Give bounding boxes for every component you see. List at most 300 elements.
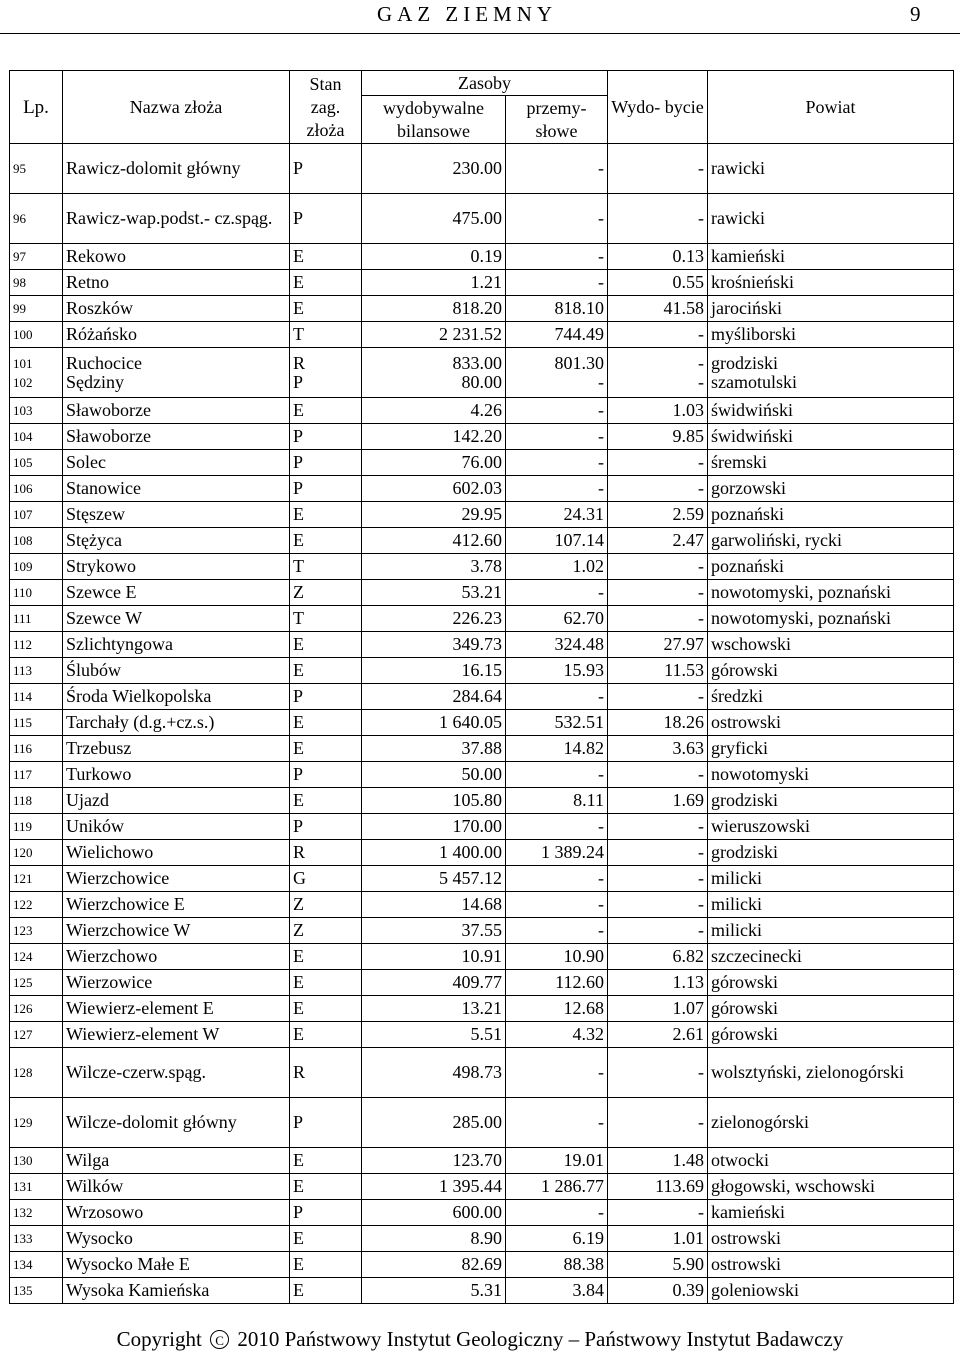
row-przemyslowe: 1.02 xyxy=(506,554,608,580)
row-lp: 123 xyxy=(10,918,63,944)
row-name: Ujazd xyxy=(63,788,290,814)
row-wydobycie: 11.53 xyxy=(608,658,708,684)
row-wydobywalne: 3.78 xyxy=(362,554,506,580)
row-name: Wierzchowice xyxy=(63,866,290,892)
row-powiat: grodziski xyxy=(708,788,954,814)
row-powiat: kamieński xyxy=(708,1200,954,1226)
row-wydobycie: - xyxy=(608,194,708,244)
row-stan: T xyxy=(290,322,362,348)
row-powiat: gryficki xyxy=(708,736,954,762)
row-lp: 135 xyxy=(10,1278,63,1304)
row-name: Retno xyxy=(63,270,290,296)
table-row xyxy=(10,476,954,502)
row-przemyslowe: - xyxy=(506,144,608,194)
row-powiat: myśliborski xyxy=(708,322,954,348)
row-wydobywalne: 4.26 xyxy=(362,398,506,424)
row-stan: Z xyxy=(290,580,362,606)
table-row xyxy=(10,944,954,970)
table-row xyxy=(10,970,954,996)
row-lp: 119 xyxy=(10,814,63,840)
table-row xyxy=(10,710,954,736)
row-powiat: jarociński xyxy=(708,296,954,322)
row-przemyslowe: 744.49 xyxy=(506,322,608,348)
row-powiat: rawicki xyxy=(708,194,954,244)
row-powiat: grodziski szamotulski xyxy=(708,348,954,398)
row-wydobywalne: 8.90 xyxy=(362,1226,506,1252)
row-name: Wilków xyxy=(63,1174,290,1200)
row-przemyslowe: - xyxy=(506,892,608,918)
row-stan: E xyxy=(290,736,362,762)
row-name: Szewce E xyxy=(63,580,290,606)
row-wydobycie: - xyxy=(608,476,708,502)
table-row xyxy=(10,814,954,840)
row-name: Szlichtyngowa xyxy=(63,632,290,658)
row-wydobycie: - xyxy=(608,554,708,580)
page-header xyxy=(0,0,960,34)
table-row xyxy=(10,684,954,710)
table-row xyxy=(10,736,954,762)
row-powiat: poznański xyxy=(708,554,954,580)
table-row xyxy=(10,1174,954,1200)
table-row xyxy=(10,762,954,788)
row-przemyslowe: 112.60 xyxy=(506,970,608,996)
row-wydobycie: 0.55 xyxy=(608,270,708,296)
row-name: Wierzchowice E xyxy=(63,892,290,918)
row-wydobywalne: 600.00 xyxy=(362,1200,506,1226)
row-name: Ślubów xyxy=(63,658,290,684)
row-przemyslowe: 15.93 xyxy=(506,658,608,684)
row-przemyslowe: 107.14 xyxy=(506,528,608,554)
table-row xyxy=(10,866,954,892)
row-wydobycie: - xyxy=(608,892,708,918)
row-lp: 100 xyxy=(10,322,63,348)
row-przemyslowe: - xyxy=(506,1048,608,1098)
row-wydobywalne: 105.80 xyxy=(362,788,506,814)
row-lp: 122 xyxy=(10,892,63,918)
row-powiat: górowski xyxy=(708,1022,954,1048)
row-powiat: nowotomyski, poznański xyxy=(708,606,954,632)
row-powiat: ostrowski xyxy=(708,1252,954,1278)
row-name: Wysocko xyxy=(63,1226,290,1252)
row-wydobycie: 2.59 xyxy=(608,502,708,528)
row-lp: 110 xyxy=(10,580,63,606)
row-wydobycie: 2.61 xyxy=(608,1022,708,1048)
row-wydobywalne: 226.23 xyxy=(362,606,506,632)
row-wydobywalne: 37.55 xyxy=(362,918,506,944)
row-powiat: nowotomyski xyxy=(708,762,954,788)
table-row xyxy=(10,194,954,244)
row-wydobywalne: 5 457.12 xyxy=(362,866,506,892)
row-stan: P xyxy=(290,1098,362,1148)
row-wydobycie: - xyxy=(608,144,708,194)
row-wydobywalne: 5.51 xyxy=(362,1022,506,1048)
row-stan: P xyxy=(290,144,362,194)
table-row xyxy=(10,1098,954,1148)
table-row xyxy=(10,450,954,476)
row-powiat: krośnieński xyxy=(708,270,954,296)
row-lp: 103 xyxy=(10,398,63,424)
row-wydobycie: 1.69 xyxy=(608,788,708,814)
col-header-zasoby: Zasoby xyxy=(362,71,608,96)
row-wydobywalne: 1 395.44 xyxy=(362,1174,506,1200)
row-wydobycie: 1.03 xyxy=(608,398,708,424)
row-stan: E xyxy=(290,632,362,658)
row-lp: 107 xyxy=(10,502,63,528)
row-name: Strykowo xyxy=(63,554,290,580)
table-row xyxy=(10,348,954,398)
col-header-powiat: Powiat xyxy=(708,71,954,144)
row-wydobycie: - xyxy=(608,450,708,476)
copyright-text: 2010 Państwowy Instytut Geologiczny – Państwowy Instytut Badawczy xyxy=(237,1327,844,1351)
table-row xyxy=(10,1252,954,1278)
col-header-lp: Lp. xyxy=(10,71,63,144)
table-row xyxy=(10,918,954,944)
table-row xyxy=(10,244,954,270)
row-wydobywalne: 284.64 xyxy=(362,684,506,710)
row-powiat: ostrowski xyxy=(708,1226,954,1252)
row-powiat: milicki xyxy=(708,866,954,892)
row-stan: E xyxy=(290,1174,362,1200)
table-row xyxy=(10,554,954,580)
copyright-label: Copyright xyxy=(116,1327,202,1351)
row-przemyslowe: 14.82 xyxy=(506,736,608,762)
row-wydobywalne: 170.00 xyxy=(362,814,506,840)
row-przemyslowe: 1 389.24 xyxy=(506,840,608,866)
row-przemyslowe: - xyxy=(506,244,608,270)
table-row xyxy=(10,398,954,424)
row-name: Uników xyxy=(63,814,290,840)
row-stan: E xyxy=(290,1278,362,1304)
row-przemyslowe: 818.10 xyxy=(506,296,608,322)
row-lp: 125 xyxy=(10,970,63,996)
row-powiat: ostrowski xyxy=(708,710,954,736)
row-name: Rawicz-dolomit główny xyxy=(63,144,290,194)
row-wydobywalne: 230.00 xyxy=(362,144,506,194)
row-name: Trzebusz xyxy=(63,736,290,762)
row-przemyslowe: - xyxy=(506,398,608,424)
row-stan: R P xyxy=(290,348,362,398)
col-header-przemyslowe: przemy- słowe xyxy=(506,96,608,144)
table-row xyxy=(10,892,954,918)
row-powiat: zielonogórski xyxy=(708,1098,954,1148)
row-wydobycie: 0.39 xyxy=(608,1278,708,1304)
row-wydobycie: 1.13 xyxy=(608,970,708,996)
row-wydobywalne: 349.73 xyxy=(362,632,506,658)
row-stan: E xyxy=(290,502,362,528)
row-przemyslowe: - xyxy=(506,476,608,502)
row-wydobywalne: 1 400.00 xyxy=(362,840,506,866)
row-name: Turkowo xyxy=(63,762,290,788)
row-wydobywalne: 833.00 80.00 xyxy=(362,348,506,398)
row-name: Wysocko Małe E xyxy=(63,1252,290,1278)
row-przemyslowe: - xyxy=(506,684,608,710)
row-name: Różańsko xyxy=(63,322,290,348)
row-lp: 132 xyxy=(10,1200,63,1226)
table-row xyxy=(10,1148,954,1174)
row-powiat: kamieński xyxy=(708,244,954,270)
row-name: Wilcze-czerw.spąg. xyxy=(63,1048,290,1098)
row-powiat: milicki xyxy=(708,918,954,944)
row-stan: E xyxy=(290,658,362,684)
table-row xyxy=(10,1278,954,1304)
row-name: Stężyca xyxy=(63,528,290,554)
row-wydobywalne: 142.20 xyxy=(362,424,506,450)
row-lp: 134 xyxy=(10,1252,63,1278)
row-powiat: wieruszowski xyxy=(708,814,954,840)
row-stan: E xyxy=(290,1148,362,1174)
row-przemyslowe: 324.48 xyxy=(506,632,608,658)
row-stan: E xyxy=(290,1022,362,1048)
row-powiat: grodziski xyxy=(708,840,954,866)
row-wydobywalne: 498.73 xyxy=(362,1048,506,1098)
row-stan: Z xyxy=(290,918,362,944)
row-powiat: wschowski xyxy=(708,632,954,658)
table-row xyxy=(10,580,954,606)
row-lp: 99 xyxy=(10,296,63,322)
row-lp: 109 xyxy=(10,554,63,580)
row-wydobywalne: 29.95 xyxy=(362,502,506,528)
row-wydobywalne: 475.00 xyxy=(362,194,506,244)
row-przemyslowe: 10.90 xyxy=(506,944,608,970)
row-wydobycie: 113.69 xyxy=(608,1174,708,1200)
row-wydobywalne: 2 231.52 xyxy=(362,322,506,348)
row-powiat: nowotomyski, poznański xyxy=(708,580,954,606)
row-name: Wierzchowo xyxy=(63,944,290,970)
row-name: Rawicz-wap.podst.- cz.spąg. xyxy=(63,194,290,244)
row-lp: 111 xyxy=(10,606,63,632)
row-lp: 127 xyxy=(10,1022,63,1048)
row-przemyslowe: 19.01 xyxy=(506,1148,608,1174)
row-stan: E xyxy=(290,710,362,736)
row-name: Tarchały (d.g.+cz.s.) xyxy=(63,710,290,736)
copyright-footer xyxy=(0,1327,960,1352)
row-powiat: goleniowski xyxy=(708,1278,954,1304)
row-przemyslowe: - xyxy=(506,814,608,840)
row-powiat: górowski xyxy=(708,658,954,684)
row-przemyslowe: - xyxy=(506,450,608,476)
row-lp: 96 xyxy=(10,194,63,244)
row-powiat: milicki xyxy=(708,892,954,918)
row-wydobycie: - xyxy=(608,866,708,892)
row-wydobywalne: 5.31 xyxy=(362,1278,506,1304)
row-powiat: poznański xyxy=(708,502,954,528)
table-row xyxy=(10,144,954,194)
row-name: Wiewierz-element E xyxy=(63,996,290,1022)
row-lp: 98 xyxy=(10,270,63,296)
row-wydobywalne: 285.00 xyxy=(362,1098,506,1148)
row-stan: T xyxy=(290,554,362,580)
row-stan: R xyxy=(290,840,362,866)
row-wydobycie: 2.47 xyxy=(608,528,708,554)
table-row xyxy=(10,632,954,658)
row-name: Ruchocice Sędziny xyxy=(63,348,290,398)
col-header-name: Nazwa złoża xyxy=(63,71,290,144)
col-header-wydobywalne: wydobywalne bilansowe xyxy=(362,96,506,144)
row-przemyslowe: 532.51 xyxy=(506,710,608,736)
row-wydobycie: - xyxy=(608,1098,708,1148)
row-wydobywalne: 412.60 xyxy=(362,528,506,554)
row-przemyslowe: 12.68 xyxy=(506,996,608,1022)
row-lp: 131 xyxy=(10,1174,63,1200)
row-powiat: rawicki xyxy=(708,144,954,194)
row-wydobywalne: 16.15 xyxy=(362,658,506,684)
row-stan: E xyxy=(290,970,362,996)
col-header-stan: Stan zag. złoża xyxy=(290,71,362,144)
row-lp: 126 xyxy=(10,996,63,1022)
row-wydobywalne: 82.69 xyxy=(362,1252,506,1278)
row-wydobywalne: 602.03 xyxy=(362,476,506,502)
row-name: Wielichowo xyxy=(63,840,290,866)
table-row xyxy=(10,1048,954,1098)
row-lp: 116 xyxy=(10,736,63,762)
row-wydobycie: - xyxy=(608,1048,708,1098)
row-lp: 133 xyxy=(10,1226,63,1252)
row-przemyslowe: 24.31 xyxy=(506,502,608,528)
row-name: Szewce W xyxy=(63,606,290,632)
row-lp: 124 xyxy=(10,944,63,970)
row-stan: P xyxy=(290,814,362,840)
row-wydobycie: - xyxy=(608,580,708,606)
row-stan: G xyxy=(290,866,362,892)
row-name: Solec xyxy=(63,450,290,476)
row-stan: E xyxy=(290,270,362,296)
row-lp: 105 xyxy=(10,450,63,476)
row-powiat: otwocki xyxy=(708,1148,954,1174)
row-wydobywalne: 37.88 xyxy=(362,736,506,762)
row-wydobycie: 5.90 xyxy=(608,1252,708,1278)
row-wydobywalne: 13.21 xyxy=(362,996,506,1022)
row-stan: P xyxy=(290,476,362,502)
row-stan: R xyxy=(290,1048,362,1098)
row-lp: 101 102 xyxy=(10,348,63,398)
row-lp: 106 xyxy=(10,476,63,502)
row-przemyslowe: - xyxy=(506,762,608,788)
row-wydobywalne: 50.00 xyxy=(362,762,506,788)
row-lp: 128 xyxy=(10,1048,63,1098)
row-wydobywalne: 76.00 xyxy=(362,450,506,476)
row-lp: 104 xyxy=(10,424,63,450)
row-stan: E xyxy=(290,1252,362,1278)
row-powiat: śremski xyxy=(708,450,954,476)
row-stan: E xyxy=(290,996,362,1022)
row-lp: 112 xyxy=(10,632,63,658)
table-row xyxy=(10,1226,954,1252)
table-row xyxy=(10,528,954,554)
row-name: Stanowice xyxy=(63,476,290,502)
row-przemyslowe: 801.30 - xyxy=(506,348,608,398)
row-przemyslowe: - xyxy=(506,270,608,296)
row-wydobywalne: 123.70 xyxy=(362,1148,506,1174)
row-lp: 130 xyxy=(10,1148,63,1174)
row-name: Wrzosowo xyxy=(63,1200,290,1226)
row-wydobywalne: 1.21 xyxy=(362,270,506,296)
row-przemyslowe: 4.32 xyxy=(506,1022,608,1048)
page-number: 9 xyxy=(910,2,921,26)
header-divider xyxy=(0,33,960,34)
row-stan: P xyxy=(290,424,362,450)
row-powiat: świdwiński xyxy=(708,424,954,450)
row-przemyslowe: - xyxy=(506,866,608,892)
row-przemyslowe: 3.84 xyxy=(506,1278,608,1304)
row-lp: 114 xyxy=(10,684,63,710)
row-wydobycie: 27.97 xyxy=(608,632,708,658)
row-powiat: szczecinecki xyxy=(708,944,954,970)
table-row xyxy=(10,1200,954,1226)
row-wydobycie: - xyxy=(608,322,708,348)
row-przemyslowe: 6.19 xyxy=(506,1226,608,1252)
row-wydobycie: - xyxy=(608,814,708,840)
table-row xyxy=(10,296,954,322)
row-wydobycie: 6.82 xyxy=(608,944,708,970)
row-wydobycie: 0.13 xyxy=(608,244,708,270)
row-wydobycie: - xyxy=(608,762,708,788)
row-name: Wierzowice xyxy=(63,970,290,996)
row-name: Wysoka Kamieńska xyxy=(63,1278,290,1304)
row-stan: E xyxy=(290,398,362,424)
table-row xyxy=(10,270,954,296)
row-lp: 97 xyxy=(10,244,63,270)
row-wydobycie: - xyxy=(608,918,708,944)
col-header-wydobycie: Wydo- bycie xyxy=(608,71,708,144)
table-row xyxy=(10,424,954,450)
row-name: Wiewierz-element W xyxy=(63,1022,290,1048)
row-wydobycie: 1.48 xyxy=(608,1148,708,1174)
row-wydobycie: 1.07 xyxy=(608,996,708,1022)
row-stan: P xyxy=(290,1200,362,1226)
row-powiat: wolsztyński, zielonogórski xyxy=(708,1048,954,1098)
row-wydobycie: 9.85 xyxy=(608,424,708,450)
row-powiat: górowski xyxy=(708,996,954,1022)
row-wydobywalne: 409.77 xyxy=(362,970,506,996)
row-stan: P xyxy=(290,194,362,244)
row-lp: 117 xyxy=(10,762,63,788)
row-lp: 95 xyxy=(10,144,63,194)
table-row xyxy=(10,788,954,814)
table-row xyxy=(10,996,954,1022)
table-body xyxy=(10,144,954,1304)
row-wydobywalne: 1 640.05 xyxy=(362,710,506,736)
row-przemyslowe: 8.11 xyxy=(506,788,608,814)
row-wydobycie: - xyxy=(608,606,708,632)
row-powiat: garwoliński, rycki xyxy=(708,528,954,554)
row-lp: 113 xyxy=(10,658,63,684)
row-przemyslowe: 62.70 xyxy=(506,606,608,632)
row-wydobycie: - xyxy=(608,684,708,710)
row-wydobycie: - xyxy=(608,840,708,866)
row-powiat: świdwiński xyxy=(708,398,954,424)
row-przemyslowe: 88.38 xyxy=(506,1252,608,1278)
row-wydobywalne: 53.21 xyxy=(362,580,506,606)
table-row xyxy=(10,502,954,528)
row-przemyslowe: - xyxy=(506,1098,608,1148)
row-powiat: głogowski, wschowski xyxy=(708,1174,954,1200)
row-przemyslowe: - xyxy=(506,918,608,944)
row-name: Stęszew xyxy=(63,502,290,528)
row-stan: E xyxy=(290,788,362,814)
row-lp: 118 xyxy=(10,788,63,814)
table-row xyxy=(10,606,954,632)
row-lp: 129 xyxy=(10,1098,63,1148)
row-lp: 108 xyxy=(10,528,63,554)
row-stan: T xyxy=(290,606,362,632)
row-stan: P xyxy=(290,684,362,710)
section-title: GAZ ZIEMNY xyxy=(377,2,558,26)
row-name: Sławoborze xyxy=(63,398,290,424)
row-wydobycie: 1.01 xyxy=(608,1226,708,1252)
row-wydobywalne: 10.91 xyxy=(362,944,506,970)
row-stan: E xyxy=(290,244,362,270)
row-name: Rekowo xyxy=(63,244,290,270)
